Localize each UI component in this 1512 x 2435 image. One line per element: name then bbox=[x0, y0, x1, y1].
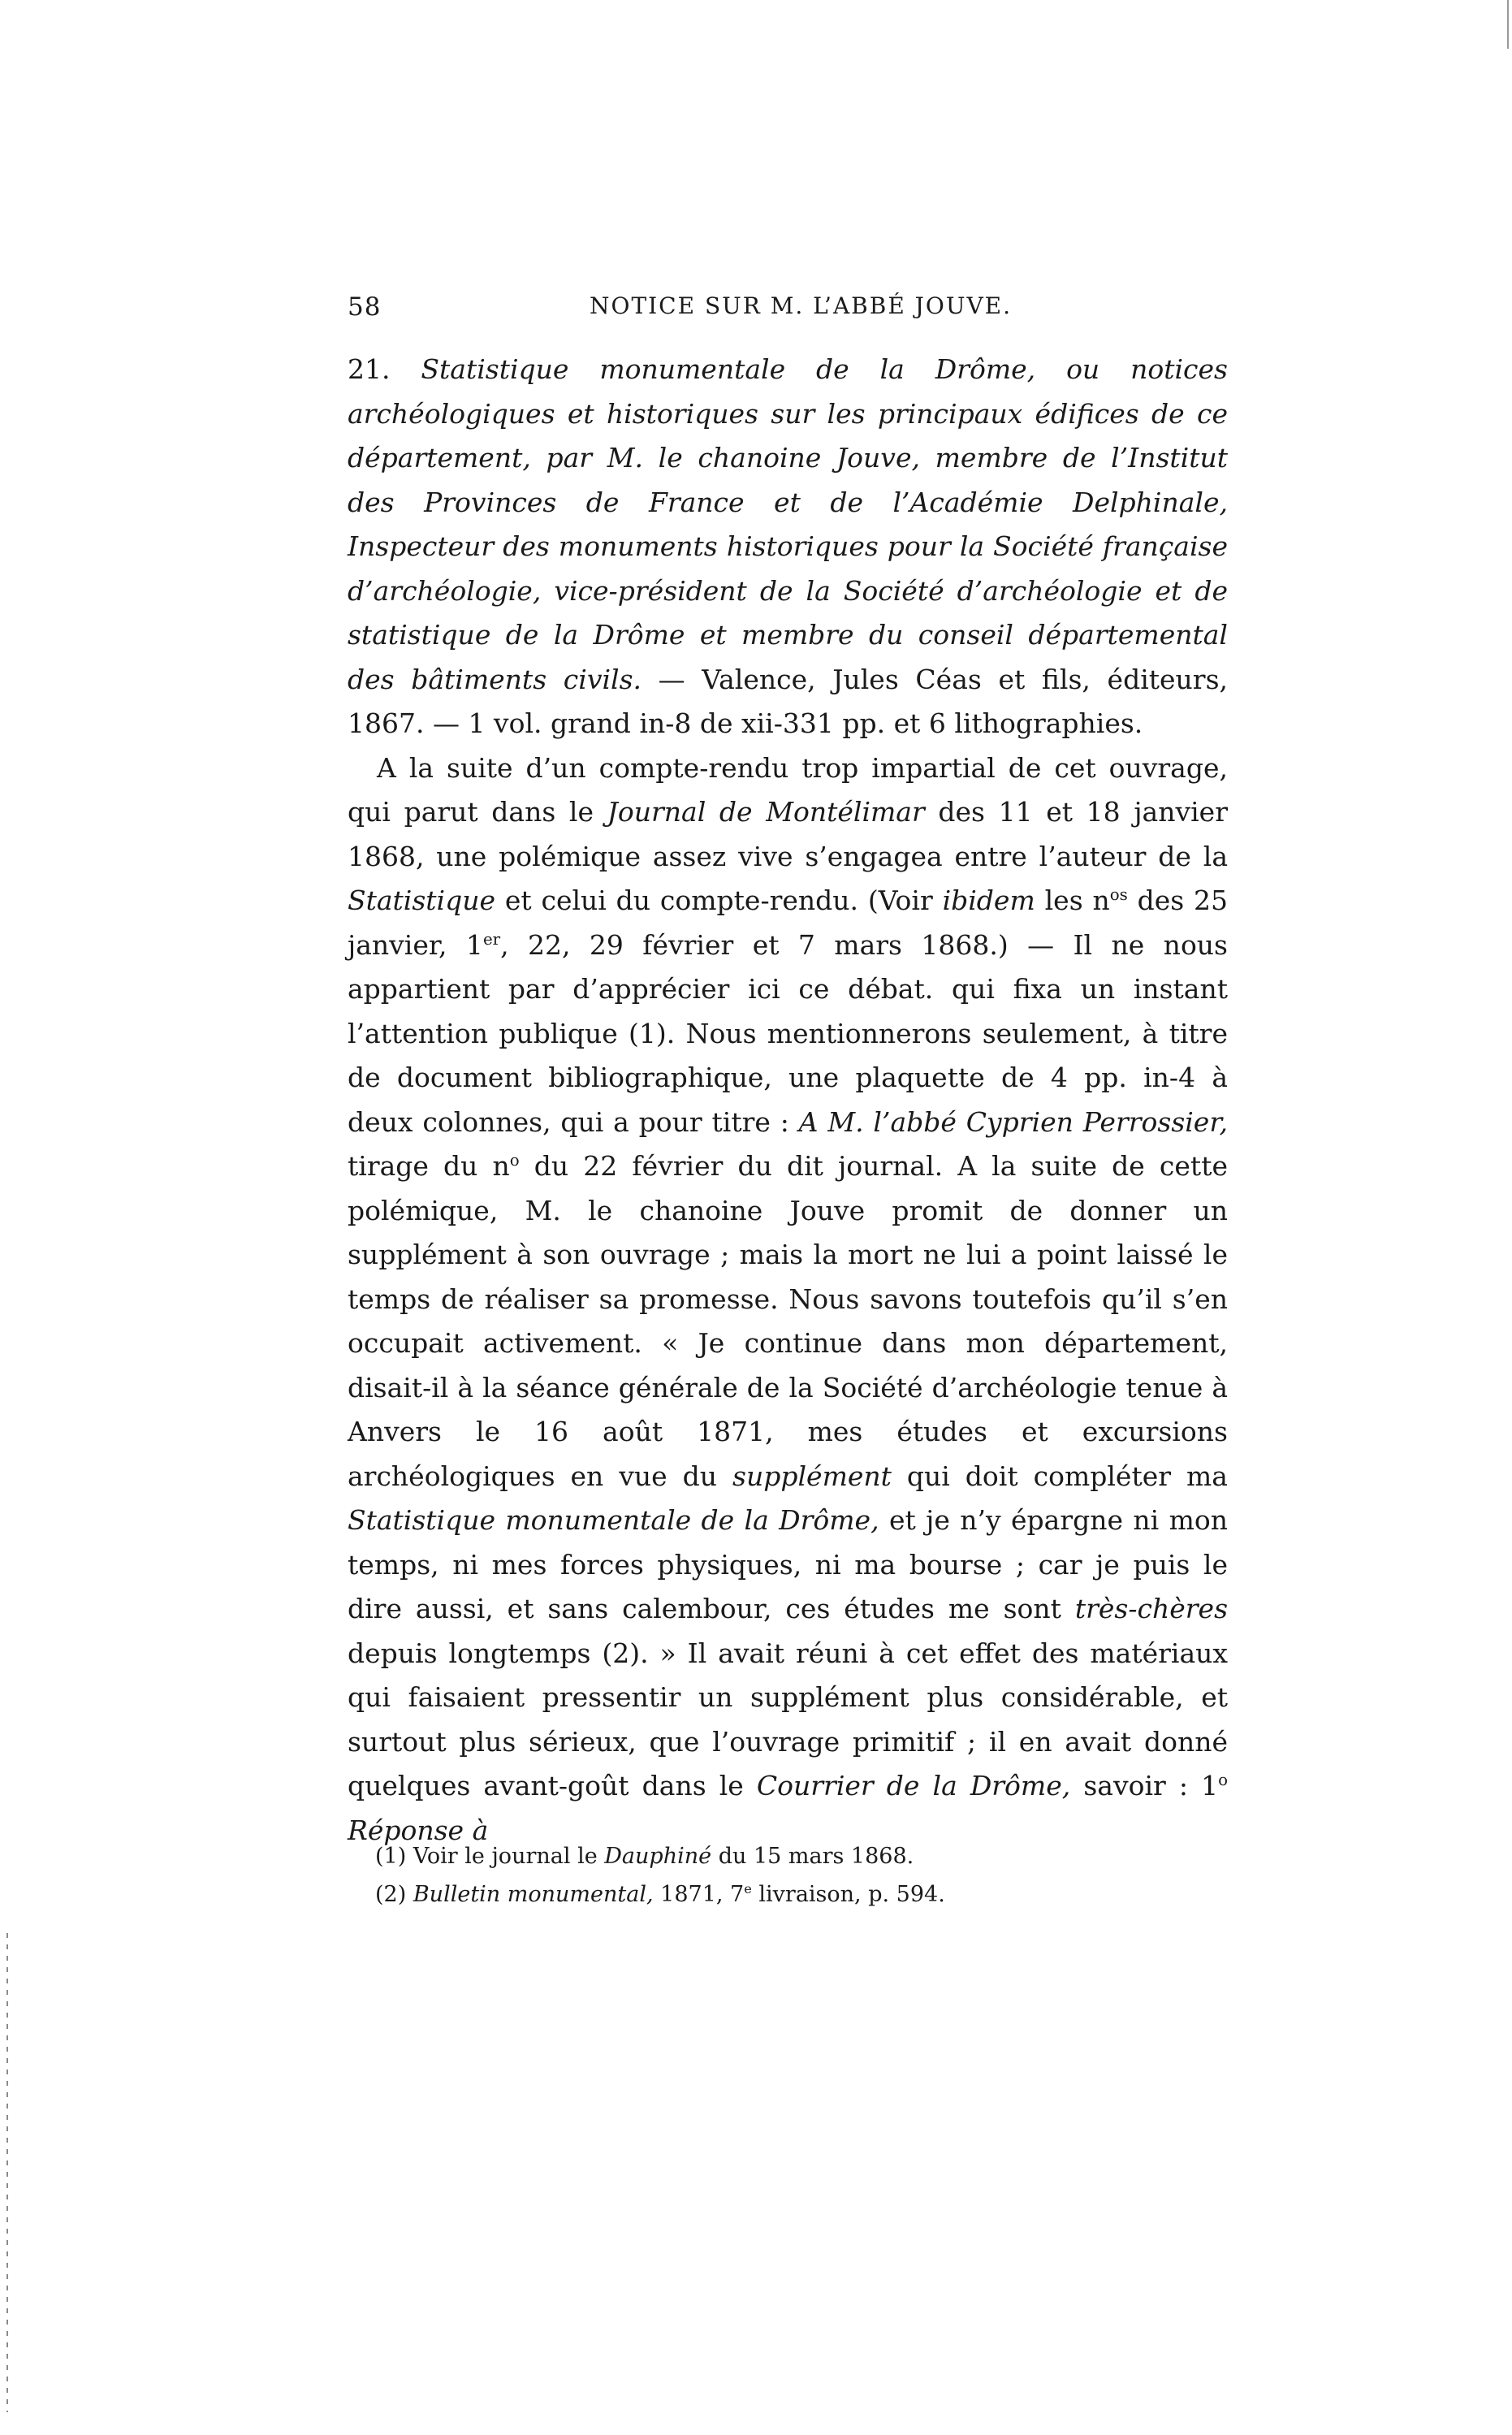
footnote-italic: Dauphiné bbox=[604, 1844, 712, 1869]
footnote-mark: (2) bbox=[375, 1882, 407, 1907]
tres-cheres-word: très-chères bbox=[1074, 1593, 1228, 1624]
main-text bbox=[348, 348, 1228, 1853]
text-run: les n bbox=[1044, 884, 1110, 916]
page-header bbox=[348, 292, 1229, 333]
running-title: NOTICE SUR M. L’ABBÉ JOUVE. bbox=[589, 292, 1013, 319]
courrier-title: Courrier de la Drôme, bbox=[756, 1770, 1071, 1801]
statistique-full-title: Statistique monumentale de la Drôme, bbox=[348, 1504, 879, 1536]
entry-imprint: — Valence, Jules Céas et fils, éditeurs, 1867. — 1 vol. grand in-8 de xii-331 pp. et 6 lithographies. bbox=[348, 663, 1228, 739]
text-run: des 11 et 18 janvier 1868, une polémique assez vive s’engagea entre l’auteur de la bbox=[348, 796, 1228, 872]
text-run: tirage du n bbox=[348, 1150, 510, 1182]
superscript: o bbox=[1218, 1771, 1229, 1789]
footnote-text: livraison, p. 594. bbox=[751, 1882, 945, 1907]
footnote-mark: (1) bbox=[375, 1844, 407, 1869]
footnote-1 bbox=[375, 1837, 1228, 1875]
plaquette-title: A M. l’abbé Cyprien Perrossier, bbox=[798, 1105, 1228, 1138]
text-run: des 25 janvier, 1 bbox=[348, 884, 1229, 961]
text-run: et celui du compte-rendu. (Voir bbox=[504, 884, 933, 916]
text-run: depuis longtemps (2). » Il avait réuni à cet effet des matériaux qui faisaient pressentir un supplément plus considérable, et surtout plus sérieux, que l’ouvrage primitif ; il en avait donné quelques avant-goût dans le bbox=[348, 1637, 1228, 1801]
commentary-paragraph bbox=[348, 746, 1228, 1853]
scan-edge-mark-left bbox=[6, 1933, 8, 2412]
superscript: os bbox=[1109, 885, 1128, 904]
footnote-2 bbox=[375, 1875, 1228, 1914]
text-run: qui doit compléter ma bbox=[906, 1460, 1228, 1492]
reponse-title: Réponse à bbox=[348, 1814, 489, 1846]
text-run: du 22 février du dit journal. A la suite de cette polémique, M. le chanoine Jouve promit de donner un supplément à son ouvrage ; mais la mort ne lui a point laissé le temps de réaliser sa promesse. Nous savons toutefois qu’il s’en occupait activement. « Je continue dans mon département, disait-il à la séance générale de la Société d’archéologie tenue à Anvers le 16 août 1871, mes études et excursions archéologiques en vue du bbox=[348, 1150, 1228, 1492]
footnote-text: 1871, 7 bbox=[660, 1882, 745, 1907]
text-run: savoir : 1 bbox=[1083, 1770, 1219, 1801]
bibliographic-entry bbox=[348, 348, 1228, 746]
text-run: A la suite d’un compte-rendu trop impartial de cet ouvrage, qui parut dans le bbox=[348, 751, 1228, 828]
text-run: et je n’y épargne ni mon temps, ni mes forces physiques, ni ma bourse ; car je puis le dire aussi, et sans calembour, ces études me sont bbox=[348, 1504, 1228, 1624]
footnote-text: du 15 mars 1868. bbox=[718, 1844, 914, 1869]
page-number: 58 bbox=[348, 292, 382, 322]
superscript: e bbox=[744, 1881, 752, 1897]
footnote-text: Voir le journal le bbox=[413, 1844, 598, 1869]
entry-title: Statistique monumentale de la Drôme, ou notices archéologiques et historiques sur les principaux édifices de ce département, par M. le chanoine Jouve, membre de l’Institut des Provinces de France et de l’Académie Delphinale, Inspecteur des monuments historiques pour la Société française d’archéologie, vice-président de la Société d’archéologie et de statistique de la Drôme et membre du conseil départemental des bâtiments civils. bbox=[348, 353, 1228, 695]
text-run: , 22, 29 février et 7 mars 1868.) — Il ne nous appartient par d’apprécier ici ce débat. qui fixa un instant l’attention publique (1). Nous mentionnerons seulement, à titre de document bibliographique, une plaquette de 4 pp. in-4 à deux colonnes, qui a pour titre : bbox=[348, 928, 1228, 1138]
supplement-word: supplément bbox=[732, 1460, 892, 1492]
superscript: er bbox=[482, 929, 501, 949]
statistique-title: Statistique bbox=[348, 884, 496, 916]
journal-title: Journal de Montélimar bbox=[607, 796, 925, 828]
footnotes bbox=[375, 1837, 1228, 1914]
footnote-italic: Bulletin monumental, bbox=[413, 1882, 654, 1907]
superscript: o bbox=[509, 1151, 520, 1170]
scan-edge-mark-right bbox=[1507, 0, 1509, 49]
ibidem-word: ibidem bbox=[942, 884, 1035, 916]
entry-number: 21. bbox=[348, 353, 391, 385]
